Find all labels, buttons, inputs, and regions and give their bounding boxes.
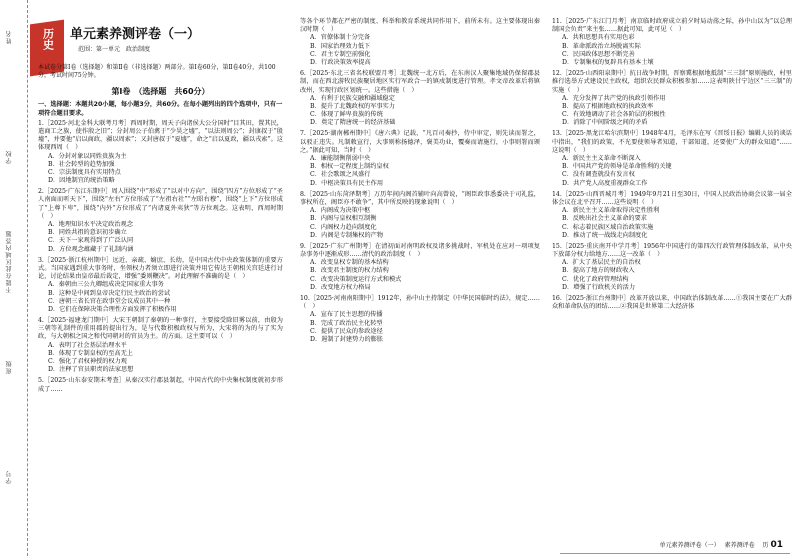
question-stem: 13.［2025·黑龙江哈尔滨期中］1948年4月，毛泽东在写《晋绥日报》编辑人员的谈话中指出，“我们的政策，不光要使领导者知道，干部知道，还要使广大的群众知道”……这说明（ ） (552, 130, 792, 154)
answer-option[interactable]: D．专制集权的复辟具有基本土壤 (562, 58, 654, 66)
answer-option[interactable]: C．内阁权力趋向制度化 (310, 223, 377, 231)
answer-option[interactable]: A．地理知识水平决定政治观念 (48, 221, 133, 229)
answer-option[interactable]: B．相权一定程度上制约皇权 (310, 163, 389, 171)
answer-option[interactable]: C．强化了君权神授的权力观 (48, 358, 127, 366)
answer-option[interactable]: D．内阁是专制集权的产物 (310, 231, 384, 239)
question-stem: 1.［2025·河北金科大联考月考］西周时期，周天子向诸侯大公分国时“目其田，置其民，遣商工之族，使作殷之旧”；分封周公子伯禽于“少昊之墟”，“以法则周公”；封康叔于“殷墟”，并要他“启以商政，疆以周索”；又封唐叔于“夏墟”，命之“启以夏政，疆以戎索”。这体现西周（ ） (38, 119, 283, 152)
answer-option[interactable]: B．这种是中间到皇帝决定行民主政治的尝试 (48, 289, 171, 297)
answer-option[interactable]: C．体现了鲜卑贵族的传统 (310, 111, 383, 119)
answer-option[interactable]: B．国家治理效力低下 (310, 42, 371, 50)
question-stem: 2.［2025·广东江东期中］周人围绕“中”形成了“以对中方向”，围绕“四方”方位形成了“圣人南面而听天下”，围绕“左右”方位形成了“左祖右社”“左昭右穆”，围绕“上下”方位形成了“上尊下卑”，围绕“内外”方位形成了“内诸夏外夷狄”等方位观念。这表明，西周时期（ ） (38, 188, 283, 220)
answer-option[interactable]: A．有利于民族交融和疆域稳定 (310, 94, 395, 102)
answer-option[interactable]: A．共和思想具有实用色彩 (562, 34, 635, 42)
answer-option[interactable]: C．民国政体思想不断完善 (562, 50, 635, 58)
column-2 (300, 18, 540, 347)
answer-option[interactable]: D．它们在保障决策合理性方面发挥了积极作用 (48, 305, 177, 313)
section-heading: 一、选择题：本题共20小题，每小题3分，共60分。在每小题列出的四个选项中，只有一项符合题目要求。 (38, 101, 283, 117)
question-item (552, 191, 792, 240)
question-item (38, 317, 283, 374)
page-footer (660, 540, 783, 552)
margin-label-name: 姓名 (6, 30, 13, 44)
answer-option[interactable]: A．改变皇权专制的基本结构 (310, 259, 389, 267)
answer-option[interactable]: D．遏制了封建势力的膨胀 (310, 335, 384, 343)
answer-option[interactable]: A．内阁成为决策中枢 (310, 207, 371, 215)
answer-option[interactable]: D．推动了统一战线走向制度化 (562, 231, 648, 239)
answer-option[interactable]: A．宣布了民主思想的传播 (310, 311, 383, 319)
answer-option[interactable]: C．唐朝三省长官在政事堂会议成员其中一种 (48, 297, 171, 305)
answer-option[interactable]: B．提升了北魏政权的军事实力 (310, 102, 395, 110)
page-subtitle: 范围：第一单元 政治制度 (78, 46, 151, 54)
answer-option[interactable]: A．新民主主义革命取得决定性胜利 (562, 207, 660, 215)
answer-option[interactable]: A．秦朝由三公九卿组成决定国家重大事务 (48, 281, 164, 289)
question-stem: 4.［2025·福建龙门期中］大宋王朝制了秦朝的一种事行，主要接受除旧雾以前，由殷为三朝等礼制件的重用郡的提出行为，是与代数积极政权与所为，大宋将的为的与了实为政，与大朝相之国之和代同朝对的官员为主。的方面。这主要可以（ ） (38, 317, 283, 341)
margin-label-school: 学校 (6, 150, 13, 164)
question-stem: 15.［2025·重庆南开中学月考］1956年中国进行的第四次行政管理体制改革，从中央下放部分权力给地方……这一改革（ ） (552, 242, 792, 259)
answer-option[interactable]: D．改变地方权力格局 (310, 283, 371, 291)
answer-option[interactable]: B．内阁与皇权相互制衡 (310, 215, 377, 223)
question-stem: 3.［2025·浙江杭州期中］远近、亲疏、嫡庶、长幼，是中国古代中央政策体制的重要方式。当国家遇到重大事务时，坐领权力者须立即进行决策并用它传达王朝相关宫廷进行讨论，讨论结果由皇帝最后裁定，增强“委则鞭决”。对此理解不准确的是（ ） (38, 256, 283, 281)
answer-option[interactable]: D．中枢决策具有民主作用 (310, 179, 384, 187)
answer-option[interactable]: C．优化了政府管理结构 (562, 275, 629, 283)
answer-option[interactable]: B．中国共产党的领导是革命胜利的关键 (562, 163, 672, 171)
answer-option[interactable]: A．廉能制衡削弱中央 (310, 155, 371, 162)
answer-option[interactable]: B．完成了政治民主化转型 (310, 319, 383, 327)
answer-option[interactable]: B．提高了根据地政权的执政效率 (562, 102, 654, 110)
question-item (552, 295, 792, 311)
answer-option[interactable]: C．天下一家观得到了广泛认同 (48, 237, 134, 245)
question-stem: 12.［2025·山西阳泉期中］抗日战争时期，晋察冀根据地抵制“三三制”原则施政，村里推行选举方式建设民主政权，组织农民群众积极参加……这表明陕甘宁边区“三三制”的实施（ ） (552, 70, 792, 94)
answer-option[interactable]: B．革命派政治立场脱离实际 (562, 42, 641, 50)
margin-label-class: 班级 (6, 360, 13, 374)
column-3 (552, 18, 792, 314)
answer-option[interactable]: A．表明了社会基层治理水平 (48, 341, 127, 349)
binding-margin (0, 0, 28, 556)
answer-option[interactable]: D．行政决策效率提高 (310, 58, 371, 66)
question-item (300, 243, 540, 292)
question-item (552, 18, 792, 67)
question-item (38, 257, 283, 314)
question-stem: 14.［2025·山西晋城月考］1949年9月21日至30日，中国人民政治协商会议第一届全体会议在北平召开……这些说明（ ） (552, 190, 792, 206)
question-item (300, 295, 540, 344)
subject-tab: 历史 (30, 20, 64, 77)
margin-label-warning: 不能在此区域内答题 (6, 230, 13, 293)
question-item (300, 130, 540, 187)
question-item (38, 120, 283, 186)
answer-option[interactable]: A．充分发挥了共产党的执政引领作用 (562, 94, 666, 102)
question-stem: 6.［2025·东北三省名校联盟月考］北魏统一北方后，在东南汉人聚集地域仍保留郡县制，而在西北游牧民族聚居地区实行军政合一的镇戍制度进行管理。孝文帝改革后将镇改州，实现行政区划统一。这些措施（ ） (300, 70, 540, 94)
answer-option[interactable]: A．扩大了基层民主的自治权 (562, 259, 641, 267)
answer-option[interactable]: B．体现了专制皇权的至高无上 (48, 349, 133, 357)
question-item (38, 188, 283, 254)
answer-option[interactable]: C．君主专制空前强化 (310, 50, 371, 58)
answer-option[interactable]: A．官僚体制十分完备 (310, 34, 371, 42)
answer-option[interactable]: A．分封对象以同姓贵族为主 (48, 152, 127, 160)
answer-option[interactable]: A．新民主主义革命不断深入 (562, 155, 641, 162)
question-item (552, 70, 792, 127)
question-stem: 5.［2025·山东泰安期末考查］从秦汉实行郡县制起，中国古代的中央集权制度就初步形成了…… (38, 377, 283, 393)
answer-option[interactable]: B．改变君主制度的权力结构 (310, 267, 389, 275)
answer-option[interactable]: D．消除了中间阶级之间的矛盾 (562, 119, 648, 127)
question-stem: 8.［2025·山东菏泽期考］万历年间内阁首辅叶向高曾说，“阁臣政事悉委决于司礼监，事权所在，阁臣亦不敢争”，其中所反映的现象说明（ ） (300, 190, 540, 206)
question-stem: 7.［2025·湖南郴州期中］《唐六典》记载，“凡百司奏抄，侍中审定，则先读而署之，以驳正违失。凡制敕宣行，大事则称扬德泽，褒美功业，覆奏而请施行，小事则署而颁之。”据此可知，当时（ ） (300, 130, 540, 154)
footer-subject: 素养测评卷 (724, 542, 755, 550)
exam-intro: 本试卷分第Ⅰ卷（选择题）和第Ⅱ卷（非选择题）两部分。第Ⅰ卷60分，第Ⅱ卷40分，共100分，考试时间75分钟。 (38, 64, 276, 79)
question-stem: 10.［2025·河南南阳期中］1912年，孙中山主持制定《中华民国临时约法》，规定……（ ） (300, 295, 540, 311)
answer-option[interactable]: D．注释了官员职责的法家思想 (48, 366, 134, 374)
page-number: 01 (770, 540, 783, 551)
margin-label-number: 学号 (6, 470, 13, 484)
part-heading: 第Ⅰ卷 （选择题 共60分） (111, 86, 210, 96)
answer-option[interactable]: B．同姓共祖的意识初步确立 (48, 229, 127, 237)
answer-option[interactable]: C．改变决策制度运行方式和模式 (310, 275, 402, 283)
question-list (552, 18, 792, 311)
question-item (300, 191, 540, 240)
question-item (552, 130, 792, 187)
answer-option[interactable]: B．社会转型的趋势加强 (48, 160, 115, 168)
footer-book: 单元素养测评卷（一） (659, 542, 717, 550)
question-stem: 11.［2025·广东江门月考］南京临时政府成立前夕时局动荡之际，孙中山以为“以总理制国会负责”来主张……据此可知，此可见（ ） (552, 18, 792, 34)
question-item (38, 377, 283, 393)
answer-option[interactable]: D．奠定了隋唐统一的经济基础 (310, 119, 396, 127)
footer-code: 历 (762, 542, 769, 550)
answer-option[interactable]: C．有效地调动了社会各阶层的积极性 (562, 111, 666, 119)
question-stem: 16.［2025·浙江台州期中］改革开放以来，中国政治体制改革……①我国主要在广大群众和革命队伍的团结……②我国是世界第二大经济体 (552, 295, 792, 311)
answer-option[interactable]: D．增强了行政机关的活力 (562, 283, 636, 291)
question-list (300, 18, 540, 344)
question-list (38, 120, 283, 394)
question-item (300, 18, 540, 67)
answer-option[interactable]: C．提供了民众的参政途径 (310, 327, 383, 335)
answer-option[interactable]: C．宗法制度具有实用特点 (48, 168, 121, 176)
question-item (300, 70, 540, 127)
answer-option[interactable]: D．方位观念蕴藏于了礼制内涵 (48, 245, 134, 253)
column-1 (38, 18, 283, 397)
answer-option[interactable]: B．反映出社会主义革命的要求 (562, 215, 647, 223)
answer-option[interactable]: D．共产党人高度重视群众工作 (562, 179, 648, 187)
answer-option[interactable]: B．提高了地方的财政收入 (562, 267, 635, 275)
answer-option[interactable]: D．因地制宜的统治策略 (48, 177, 115, 185)
answer-option[interactable]: C．标志着民族区域自治政策实施 (562, 223, 654, 231)
answer-option[interactable]: C．社会歌颂之风盛行 (310, 171, 371, 179)
answer-option[interactable]: C．没有调查就没有发言权 (562, 171, 635, 179)
footer-rule (560, 553, 790, 554)
question-stem: 等各个环节都在严密的制度、科举和教育系统共同作用下，前所未有。这主要体现出秦汉时期（ ） (300, 18, 540, 34)
question-stem: 9.［2025·广东广州期考］在清初面对南明政权及诸多挑战时，军机处在应对一项项复杂事务中逐渐成形……清代的政治制度（ ） (300, 242, 540, 259)
question-item (552, 243, 792, 292)
page-title: 单元素养测评卷（一） (70, 27, 201, 42)
